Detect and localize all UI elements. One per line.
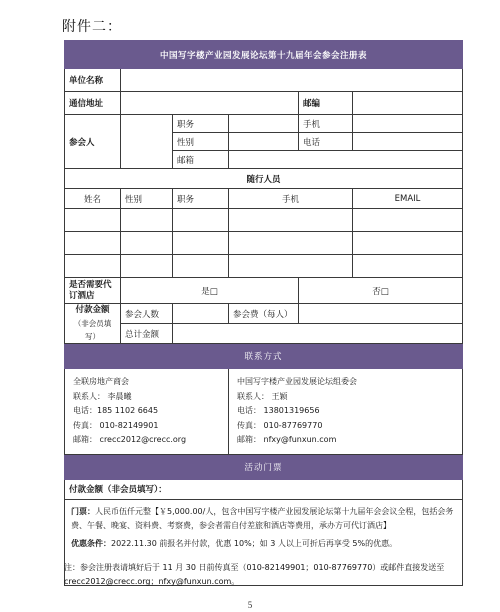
attendee-row-1 xyxy=(65,115,463,133)
ticket-payment-label: 付款金额（非会员填写）： xyxy=(65,479,463,499)
hotel-label: 是否需要代订酒店 xyxy=(65,278,121,304)
email-label: 邮箱 xyxy=(173,151,229,169)
fee-per-person-label: 参会费（每人） xyxy=(229,304,299,324)
total-field[interactable] xyxy=(173,324,463,344)
page-number: 5 xyxy=(247,600,253,610)
companion-col-mobile: 手机 xyxy=(229,189,353,209)
companions-header: 随行人员 xyxy=(65,169,463,189)
payment-label-cell xyxy=(65,304,121,344)
contact-left-fax: 传真： 010-82149901 xyxy=(73,420,159,430)
mobile-label: 手机 xyxy=(299,115,353,133)
contact-header: 联系方式 xyxy=(65,344,463,369)
hotel-row xyxy=(65,278,463,304)
form-title-row xyxy=(65,41,463,69)
position-field[interactable] xyxy=(229,115,299,133)
companion-col-gender: 性别 xyxy=(121,189,173,209)
unit-name-label: 单位名称 xyxy=(65,69,121,92)
contact-left-person: 联系人： 李晨曦 xyxy=(73,391,132,401)
contact-left-phone: 电话：185 1102 6645 xyxy=(73,406,159,415)
contact-right-org: 中国写字楼产业园发展论坛组委会 xyxy=(237,377,357,386)
attendee-name-field[interactable] xyxy=(121,115,173,169)
discount-text: 2022.11.30 前报名并付款，优惠 10%；如 3 人以上可折后再享受 5%的优惠。 xyxy=(111,538,398,548)
companion-position-field[interactable] xyxy=(173,255,229,278)
zip-field[interactable] xyxy=(353,92,463,115)
companions-header-row xyxy=(65,169,463,189)
ticket-header: 活动门票 xyxy=(65,454,463,479)
payment-row-2 xyxy=(65,324,463,344)
companion-gender-field[interactable] xyxy=(121,209,173,232)
unit-name-field[interactable] xyxy=(121,69,463,92)
companion-col-email: EMAIL xyxy=(353,189,463,209)
companion-mobile-field[interactable] xyxy=(229,209,353,232)
companion-name-field[interactable] xyxy=(65,209,121,232)
total-label: 总计金额 xyxy=(121,324,173,344)
unit-name-row xyxy=(65,69,463,92)
payment-label: 付款金额 xyxy=(75,305,110,315)
hotel-no-option[interactable]: 否□ xyxy=(299,278,463,304)
attachment-label: 附件二： xyxy=(62,19,122,35)
companion-email-field[interactable] xyxy=(353,255,463,278)
payment-row-1 xyxy=(65,304,463,324)
registration-form xyxy=(64,40,463,586)
companion-mobile-field[interactable] xyxy=(229,232,353,255)
companion-gender-field[interactable] xyxy=(121,255,173,278)
companion-email-field[interactable] xyxy=(353,232,463,255)
address-field[interactable] xyxy=(121,92,299,115)
email-field[interactable] xyxy=(229,151,463,169)
companion-position-field[interactable] xyxy=(173,209,229,232)
ticket-text-block xyxy=(71,505,456,533)
companion-col-name: 姓名 xyxy=(65,189,121,209)
address-row xyxy=(65,92,463,115)
submission-note: 注：参会注册表请填好后于 11 月 30 日前传真至（010-82149901；010-87769770）或邮件直接发送至 crecc2012@crecc.org；nfxy@funxun.com。 xyxy=(64,563,445,586)
fee-per-person-field[interactable] xyxy=(299,304,463,324)
ticket-payment-row xyxy=(65,479,463,499)
companion-name-field[interactable] xyxy=(65,232,121,255)
address-label: 通信地址 xyxy=(65,92,121,115)
companion-mobile-field[interactable] xyxy=(229,255,353,278)
companions-columns-row xyxy=(65,189,463,209)
form-title: 中国写字楼产业园发展论坛第十九届年会参会注册表 xyxy=(65,41,463,69)
gender-label: 性别 xyxy=(173,133,229,151)
hotel-yes-option[interactable]: 是□ xyxy=(121,278,299,304)
companion-row xyxy=(65,209,463,232)
attendee-count-field[interactable] xyxy=(173,304,229,324)
companion-position-field[interactable] xyxy=(173,232,229,255)
phone-field[interactable] xyxy=(353,133,463,151)
attendee-label: 参会人 xyxy=(65,115,121,169)
companion-email-field[interactable] xyxy=(353,209,463,232)
position-label: 职务 xyxy=(173,115,229,133)
payment-sub-label: （非会员填写） xyxy=(73,319,112,341)
ticket-text: 人民币伍仟元整【￥5,000.00/人，包含中国写字楼产业园发展论坛第十九届年会会议全程，包括会务费、午餐、晚宴、资料费、考察费，参会者需自付差旅和酒店等费用，承办方可代订酒店】 xyxy=(71,506,454,530)
ticket-label: 门票： xyxy=(71,506,95,516)
contact-right-person: 联系人： 王颖 xyxy=(237,391,288,401)
discount-block xyxy=(71,537,456,551)
attendee-count-label: 参会人数 xyxy=(121,304,173,324)
zip-label: 邮编 xyxy=(299,92,353,115)
ticket-header-row xyxy=(65,454,463,479)
mobile-field[interactable] xyxy=(353,115,463,133)
contact-right-phone: 电话： 13801319656 xyxy=(237,406,320,415)
contact-row xyxy=(65,369,463,455)
gender-field[interactable] xyxy=(229,133,299,151)
phone-label: 电话 xyxy=(299,133,353,151)
contact-header-row xyxy=(65,344,463,369)
companion-name-field[interactable] xyxy=(65,255,121,278)
companion-row xyxy=(65,232,463,255)
contact-right-email: 邮箱： nfxy@funxun.com xyxy=(237,435,337,444)
contact-right xyxy=(229,369,463,455)
contact-right-fax: 传真： 010-87769770 xyxy=(237,420,323,430)
companion-col-position: 职务 xyxy=(173,189,229,209)
discount-label: 优惠条件： xyxy=(71,538,111,548)
contact-left xyxy=(65,369,229,455)
contact-left-email: 邮箱： crecc2012@crecc.org xyxy=(73,435,187,444)
companion-gender-field[interactable] xyxy=(121,232,173,255)
contact-left-org: 全联房地产商会 xyxy=(73,377,129,386)
companion-row xyxy=(65,255,463,278)
